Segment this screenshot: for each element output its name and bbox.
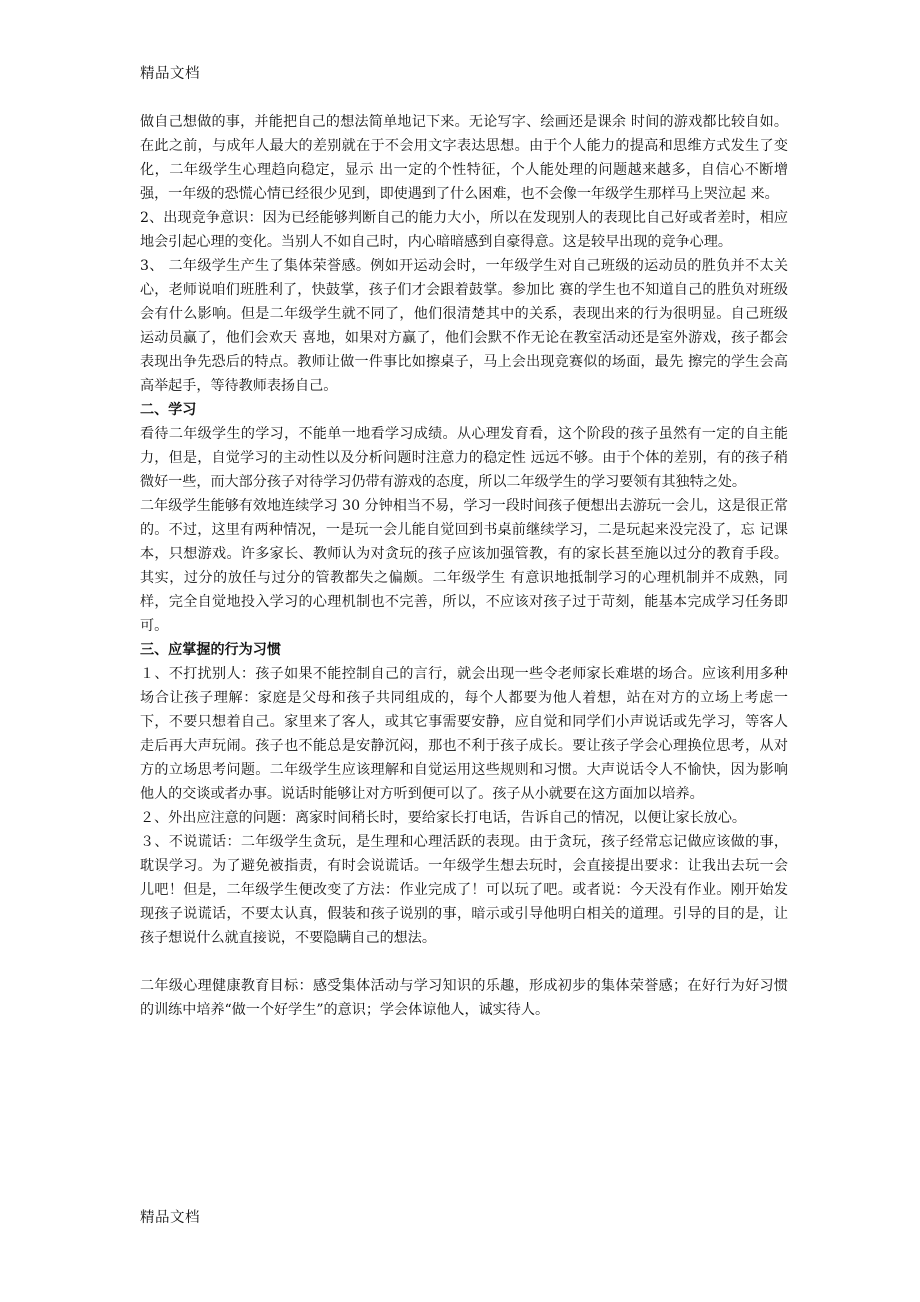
paragraph-study-view: 看待二年级学生的学习，不能单一地看学习成绩。从心理发育看，这个阶段的孩子虽然有一定的自主能力，但是，自觉学习的主动性以及分析问题时注意力的稳定性 远远不够。由于个体的差别，有的孩子稍微好一些，而大部分孩子对待学习仍带有游戏的态度，所以二年级学生的学习要领有其独特之处。 [140,426,788,490]
page-header: 精品文档 [140,66,200,82]
paragraph-habit-going-out: ２、外出应注意的问题：离家时间稍长时，要给家长打电话，告诉自己的情况，以便让家长放心。 [140,810,747,826]
paragraph-habit-no-lying: ３、不说谎话：二年级学生贪玩，是生理和心理活跃的表现。由于贪玩，孩子经常忘记做应该做的事，耽误学习。为了避免被指责，有时会说谎话。一年级学生想去玩时，会直接提出要求：让我出去玩一会儿吧！但是，二年级学生便改变了方法：作业完成了！可以玩了吧。或者说：今天没有作业。刚开始发现孩子说谎话，不要太认真，假装和孩子说别的事，暗示或引导他明白相关的道理。引导的目的是，让孩子想说什么就直接说，不要隐瞒自己的想法。 [140,834,788,946]
paragraph-intro: 做自己想做的事，并能把自己的想法简单地记下来。无论写字、绘画还是课余 时间的游戏都比较自如。在此之前，与成年人最大的差别就在于不会用文字表达思想。由于个人能力的提高和思维方式发生了变化，二年级学生心理趋向稳定，显示 出一定的个性特征，个人能处理的问题越来越多，自信心不断增强，一年级的恐慌心情已经很少见到，即使遇到了什么困难，也不会像一年级学生那样马上哭泣起 来。 [140,114,788,202]
section-heading-study: 二、学习 [140,402,197,418]
paragraph-study-duration: 二年级学生能够有效地连续学习 30 分钟相当不易，学习一段时间孩子便想出去游玩一会儿，这是很正常的。不过，这里有两种情况，一是玩一会儿能自觉回到书桌前继续学习，二是玩起来没完没了，忘 记课本，只想游戏。许多家长、教师认为对贪玩的孩子应该加强管教，有的家长甚至施以过分的教育手段。其实，过分的放任与过分的管教都失之偏颇。二年级学生 有意识地抵制学习的心理机制并不成熟，同样，完全自觉地投入学习的心理机制也不完善，所以，不应该对孩子过于苛刻，能基本完成学习任务即可。 [140,498,788,634]
paragraph-habit-no-disturb: １、不打扰别人：孩子如果不能控制自己的言行，就会出现一些令老师家长难堪的场合。应该利用多种场合让孩子理解：家庭是父母和孩子共同组成的，每个人都要为他人着想，站在对方的立场上考虑一下，不要只想着自己。家里来了客人，或其它事需要安静，应自觉和同学们小声说话或先学习，等客人走后再大声玩闹。孩子也不能总是安静沉闷，那也不利于孩子成长。要让孩子学会心理换位思考，从对方的立场思考问题。二年级学生应该理解和自觉运用这些规则和习惯。大声说话令人不愉快，因为影响他人的交谈或者办事。说话时能够让对方听到便可以了。孩子从小就要在这方面加以培养。 [140,666,788,802]
page-footer: 精品文档 [140,1210,200,1226]
paragraph-competition: 2、出现竞争意识：因为已经能够判断自己的能力大小，所以在发现别人的表现比自己好或者差时，相应地会引起心理的变化。当别人不如自己时，内心暗暗感到自豪得意。这是较早出现的竞争心理。 [140,210,788,250]
paragraph-collective-honor: 3、 二年级学生产生了集体荣誉感。例如开运动会时，一年级学生对自己班级的运动员的胜负并不太关心，老师说咱们班胜利了，快鼓掌，孩子们才会跟着鼓掌。参加比 赛的学生也不知道自己的胜负对班级会有什么影响。但是二年级学生就不同了，他们很清楚其中的关系，表现出来的行为很明显。自己班级运动员赢了，他们会欢天 喜地，如果对方赢了，他们会默不作无论在教室活动还是室外游戏，孩子都会表现出争先恐后的特点。教师让做一件事比如擦桌子，马上会出现竞赛似的场面，最先 擦完的学生会高高举起手，等待教师表扬自己。 [140,258,788,394]
document-body [140,110,788,1022]
paragraph-goals: 二年级心理健康教育目标：感受集体活动与学习知识的乐趣，形成初步的集体荣誉感；在好行为好习惯的训练中培养“做一个好学生”的意识；学会体谅他人，诚实待人。 [140,978,788,1018]
section-heading-habits: 三、应掌握的行为习惯 [140,642,281,658]
